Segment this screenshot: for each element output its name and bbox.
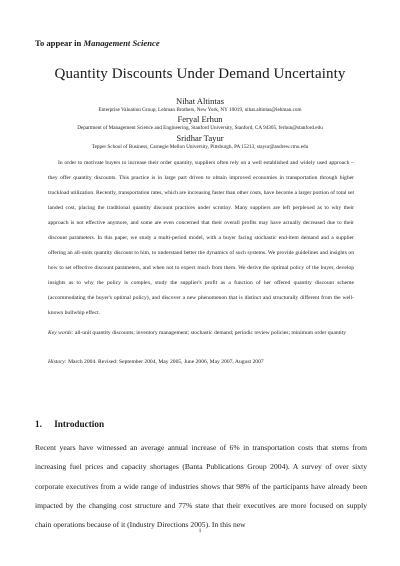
history-text: March 2004. Revised: September 2004, May 2005, June 2006, May 2007, August 2007 — [68, 359, 264, 365]
page-number: 1 — [198, 528, 202, 534]
keywords-label: Key words: — [48, 330, 74, 336]
section-title: Introduction — [54, 419, 105, 429]
appear-prefix: To appear in — [35, 38, 82, 48]
history — [48, 355, 354, 369]
abstract: In order to motivate buyers to increase their order quantity, suppliers often rely on a well established and widely used approach – they offer quantity discounts. This practice is in large part driven to obtain improved economies in transportation through higher truckload utilization. Recently, transportation rates, which are increasing faster than other costs, have become a larger portion of total set landed cost, placing the traditional quantity discount practices under scrutiny. Many suppliers are left perplexed as to why their approach is not effective anymore, and some are even concerned that their overall profits may have actually decreased due to their discount parameters. In this paper, we study a multi-period model, with a buyer facing stochastic end-item demand and a supplier offering an all-units quantity discount to him, to understand better the dynamics of such systems. We provide guidelines and insights on how to set effective discount parameters, and when not to expect much from them. We derive the optimal policy of the buyer, develop insights as to why the policy is complex, study the supplier's profit as a function of her offered quantity discount scheme (accommodating the buyer's optimal policy), and discover a new phenomenon that is distinct and structurally different from the well-known bullwhip effect. — [48, 160, 354, 316]
author-name-3: Sridhar Tayur — [176, 133, 224, 143]
journal-name: Management Science — [83, 38, 160, 48]
history-label: History: — [48, 359, 67, 365]
paper-title: Quantity Discounts Under Demand Uncertainty — [54, 66, 346, 82]
keywords-text: all-unit quantity discounts; inventory management; stochastic demand; periodic review policies; minimum order quantity — [74, 330, 347, 336]
author-affiliation-2: Department of Management Science and Engineering, Stanford University, Stanford, CA 94305, ferhun@stanford.edu — [77, 125, 323, 131]
introduction-paragraph: Recent years have witnessed an average annual increase of 6% in transportation costs that stems from increasing fuel prices and capacity shortages (Banta Publications Group 2004). A survey of over sixty corporate executives from a wide range of industries shows that 98% of the participants have already been impacted by the changing cost structure and 77% state that their executives are more focused on supply chain operations because of it (Industry Directions 2005). In this new — [35, 443, 367, 530]
author-affiliation-3: Tepper School of Business, Carnegie Mellon University, Pittsburgh, PA 15213, stayur@andrew.cmu.edu — [91, 144, 309, 150]
author-name-2: Feryal Erhun — [177, 114, 223, 124]
author-affiliation-1: Enterprise Valuation Group, Lehman Brothers, New York, NY 10019, nihat.altintas@lehman.com — [98, 107, 302, 113]
journal-notice — [35, 38, 160, 48]
author-name-1: Nihat Altintas — [176, 96, 224, 106]
section-number: 1. — [35, 419, 42, 429]
keywords — [48, 326, 354, 340]
section-heading — [35, 419, 104, 429]
